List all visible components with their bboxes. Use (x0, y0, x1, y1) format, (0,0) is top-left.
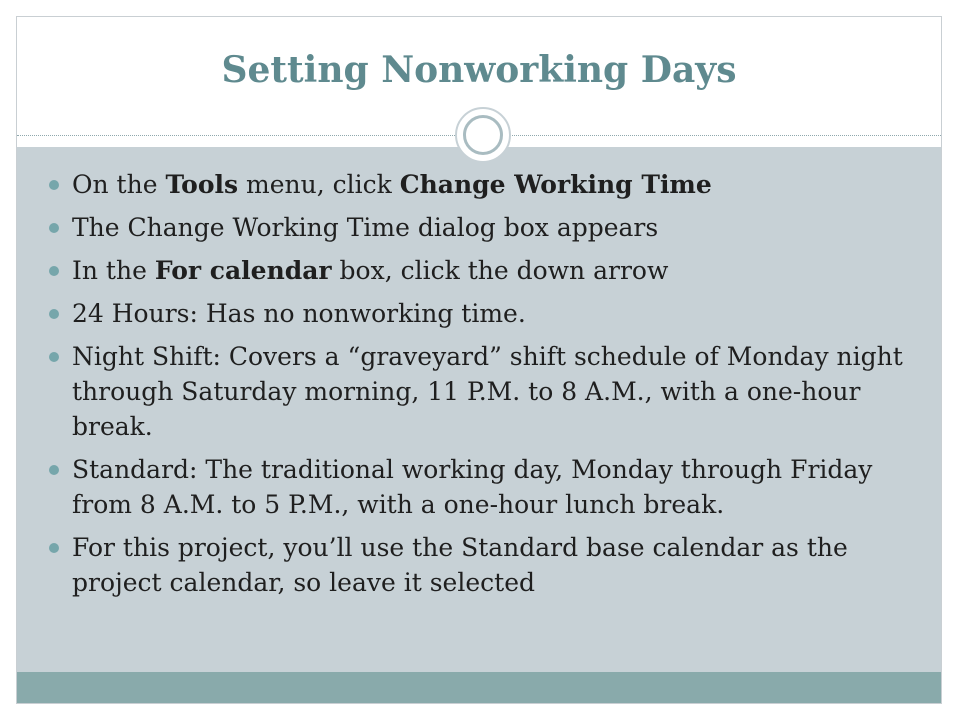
bullet-dot-icon (49, 543, 59, 553)
bullet-segment-bold: Change Working Time (399, 170, 712, 199)
bullet-item (49, 253, 919, 288)
bullet-item (49, 339, 919, 444)
bullet-text (72, 170, 712, 199)
bullet-text (72, 213, 658, 242)
bullet-list (49, 167, 919, 608)
bullet-segment: box, click the down arrow (331, 256, 669, 285)
bullet-item (49, 296, 919, 331)
bullet-item (49, 210, 919, 245)
bullet-text (72, 299, 526, 328)
bullet-dot-icon (49, 180, 59, 190)
slide (16, 16, 942, 704)
bullet-dot-icon (49, 465, 59, 475)
footer-bar (17, 672, 941, 704)
bullet-segment: Night Shift: Covers a “graveyard” shift schedule of Monday night through Saturday morning, 11 P.M. to 8 A.M., with a one-hour break. (72, 342, 903, 441)
circle-ornament-icon (455, 107, 511, 163)
bullet-item (49, 530, 919, 600)
bullet-dot-icon (49, 352, 59, 362)
bullet-segment: menu, click (238, 170, 400, 199)
bullet-dot-icon (49, 223, 59, 233)
bullet-segment-bold: Tools (165, 170, 239, 199)
bullet-segment: For this project, you’ll use the Standard base calendar as the project calendar, so leave it selected (72, 533, 848, 597)
bullet-dot-icon (49, 309, 59, 319)
bullet-dot-icon (49, 266, 59, 276)
bullet-item (49, 167, 919, 202)
bullet-text (72, 455, 872, 519)
content-area (17, 147, 941, 672)
bullet-text (72, 533, 848, 597)
bullet-segment: In the (72, 256, 155, 285)
bullet-segment-bold: For calendar (154, 256, 332, 285)
bullet-segment: 24 Hours: Has no nonworking time. (72, 299, 526, 328)
bullet-segment: The Change Working Time dialog box appears (72, 213, 659, 242)
slide-title: Setting Nonworking Days (221, 49, 737, 91)
circle-ornament-inner (463, 115, 503, 155)
bullet-text (72, 256, 668, 285)
bullet-segment: On the (72, 170, 166, 199)
bullet-item (49, 452, 919, 522)
bullet-segment: Standard: The traditional working day, Monday through Friday from 8 A.M. to 5 P.M., with a one-hour lunch break. (72, 455, 873, 519)
bullet-text (72, 342, 903, 441)
